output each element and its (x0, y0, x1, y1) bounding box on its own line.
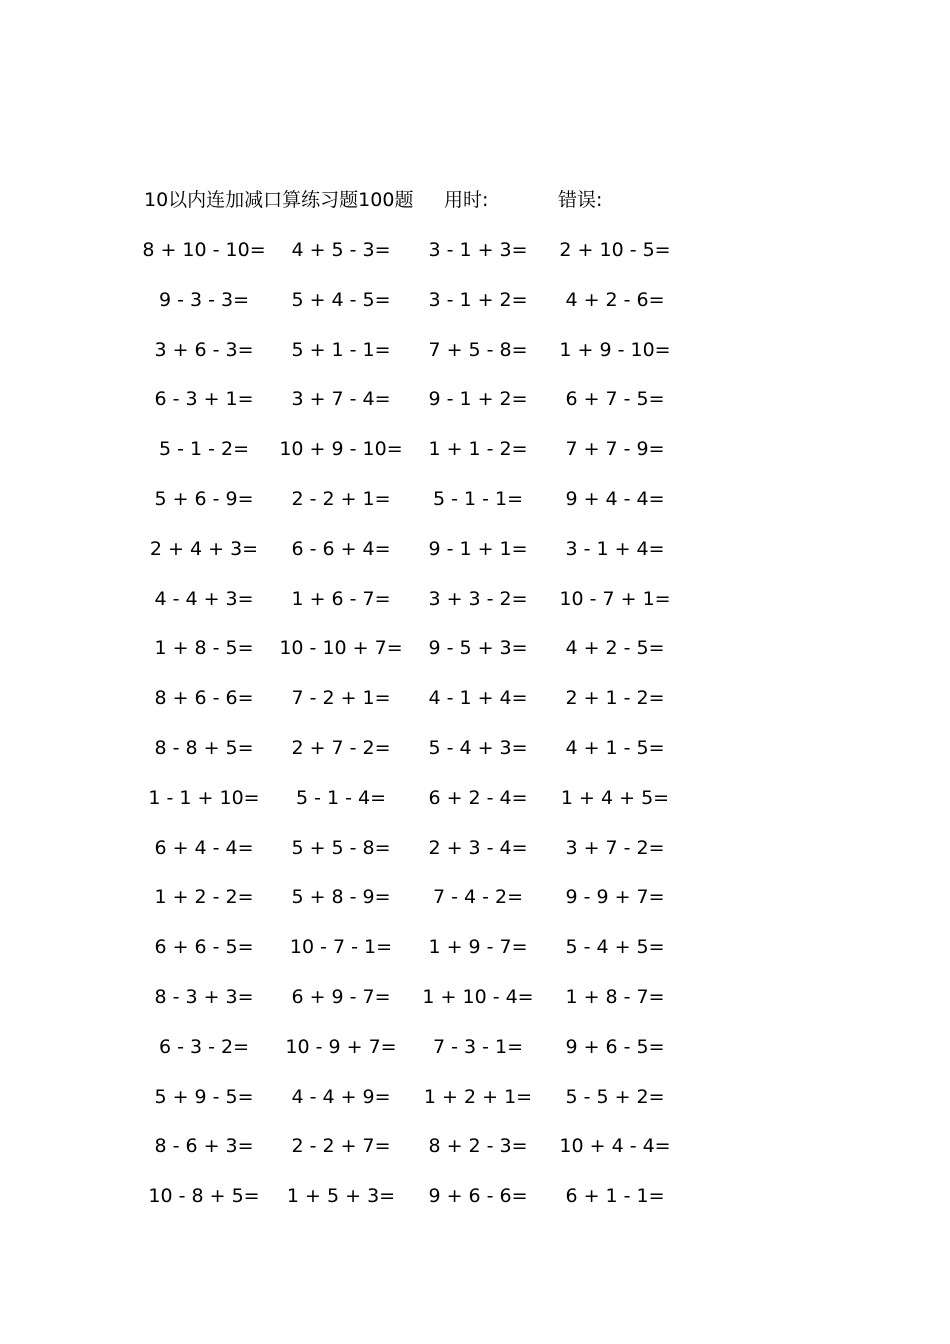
problem-item: 5 - 1 - 1= (432, 487, 524, 510)
problem-item: 6 + 9 - 7= (291, 985, 391, 1008)
problem-item: 7 - 3 - 1= (432, 1035, 524, 1058)
problem-item: 4 - 1 + 4= (428, 687, 528, 710)
problem-row (0, 883, 950, 933)
errors-label: 错误: (558, 189, 603, 211)
problem-item: 3 - 1 + 4= (565, 537, 665, 560)
problem-item: 5 + 9 - 5= (154, 1085, 254, 1108)
problem-item: 1 + 6 - 7= (291, 587, 391, 610)
problem-row (0, 933, 950, 983)
problem-item: 6 + 2 - 4= (428, 786, 528, 809)
problem-row (0, 734, 950, 784)
problem-item: 5 - 5 + 2= (565, 1085, 665, 1108)
problem-item: 9 - 9 + 7= (565, 886, 665, 909)
problem-item: 4 - 4 + 3= (154, 587, 254, 610)
problem-row (0, 1182, 950, 1232)
problem-item: 2 + 4 + 3= (149, 537, 259, 560)
problem-item: 6 - 6 + 4= (291, 537, 391, 560)
problem-item: 6 + 7 - 5= (565, 388, 665, 411)
problem-item: 5 + 8 - 9= (291, 886, 391, 909)
problem-row (0, 585, 950, 635)
time-used-label: 用时: (444, 189, 489, 211)
worksheet-title: 10以内连加减口算练习题100题 (144, 189, 414, 211)
problem-item: 9 - 5 + 3= (428, 637, 528, 660)
problem-item: 4 + 5 - 3= (291, 239, 391, 261)
problem-item: 4 + 1 - 5= (565, 736, 665, 759)
problem-row (0, 784, 950, 834)
problem-item: 1 + 9 - 7= (428, 936, 528, 959)
problem-item: 8 + 6 - 6= (154, 687, 254, 710)
problem-item: 5 - 4 + 3= (428, 736, 528, 759)
problem-row (0, 336, 950, 386)
problem-item: 10 - 8 + 5= (148, 1185, 260, 1208)
problem-item: 1 + 1 - 2= (428, 438, 528, 461)
problem-item: 1 + 8 - 7= (565, 985, 665, 1008)
problem-item: 3 + 7 - 2= (565, 836, 665, 859)
problem-row (0, 1033, 950, 1083)
problem-item: 1 - 1 + 10= (148, 786, 260, 809)
problem-item: 1 + 2 + 1= (423, 1085, 533, 1108)
problem-item: 10 + 9 - 10= (279, 438, 403, 461)
problem-item: 3 + 6 - 3= (154, 338, 254, 361)
problem-item: 7 + 5 - 8= (428, 338, 528, 361)
problem-item: 10 + 4 - 4= (559, 1135, 671, 1158)
problem-item: 10 - 7 + 1= (559, 587, 671, 610)
problem-item: 5 + 4 - 5= (291, 288, 391, 311)
problem-item: 2 + 10 - 5= (559, 239, 671, 261)
problem-item: 9 - 3 - 3= (158, 288, 250, 311)
problem-item: 3 + 3 - 2= (428, 587, 528, 610)
problem-item: 1 + 8 - 5= (154, 637, 254, 660)
problem-row (0, 1132, 950, 1182)
problem-item: 10 - 7 - 1= (289, 936, 393, 959)
problem-item: 8 - 6 + 3= (154, 1135, 254, 1158)
problem-row (0, 535, 950, 585)
problem-item: 8 + 2 - 3= (428, 1135, 528, 1158)
problem-item: 4 + 2 - 6= (565, 288, 665, 311)
problem-item: 7 - 2 + 1= (291, 687, 391, 710)
problem-item: 9 + 6 - 5= (565, 1035, 665, 1058)
problem-item: 1 + 4 + 5= (560, 786, 670, 809)
problem-row (0, 1083, 950, 1133)
problem-item: 1 + 10 - 4= (422, 985, 534, 1008)
problem-item: 2 - 2 + 1= (291, 487, 391, 510)
problem-item: 8 - 3 + 3= (154, 985, 254, 1008)
problem-item: 8 + 10 - 10= (142, 239, 266, 261)
problem-item: 6 + 4 - 4= (154, 836, 254, 859)
problem-item: 9 - 1 + 1= (428, 537, 528, 560)
problem-item: 5 + 6 - 9= (154, 487, 254, 510)
problem-item: 6 - 3 - 2= (158, 1035, 250, 1058)
problem-grid (0, 236, 950, 1232)
problem-row (0, 684, 950, 734)
problem-row (0, 385, 950, 435)
problem-row (0, 634, 950, 684)
problem-item: 5 + 5 - 8= (291, 836, 391, 859)
problem-item: 3 - 1 + 2= (428, 288, 528, 311)
problem-item: 6 + 6 - 5= (154, 936, 254, 959)
problem-item: 5 - 1 - 2= (158, 438, 250, 461)
problem-item: 9 - 1 + 2= (428, 388, 528, 411)
problem-item: 5 - 1 - 4= (295, 786, 387, 809)
problem-item: 9 + 4 - 4= (565, 487, 665, 510)
problem-item: 6 + 1 - 1= (565, 1185, 665, 1208)
problem-item: 2 + 1 - 2= (565, 687, 665, 710)
problem-item: 4 + 2 - 5= (565, 637, 665, 660)
problem-item: 4 - 4 + 9= (291, 1085, 391, 1108)
problem-item: 1 + 5 + 3= (286, 1185, 396, 1208)
problem-item: 9 + 6 - 6= (428, 1185, 528, 1208)
problem-item: 5 - 4 + 5= (565, 936, 665, 959)
problem-item: 7 - 4 - 2= (432, 886, 524, 909)
problem-item: 10 - 9 + 7= (285, 1035, 397, 1058)
problem-row (0, 834, 950, 884)
problem-row (0, 286, 950, 336)
problem-item: 6 - 3 + 1= (154, 388, 254, 411)
problem-item: 2 + 7 - 2= (291, 736, 391, 759)
problem-row (0, 983, 950, 1033)
problem-item: 5 + 1 - 1= (291, 338, 391, 361)
problem-row (0, 435, 950, 485)
problem-item: 10 - 10 + 7= (279, 637, 403, 660)
problem-item: 2 + 3 - 4= (428, 836, 528, 859)
problem-item: 3 - 1 + 3= (428, 239, 528, 261)
problem-item: 3 + 7 - 4= (291, 388, 391, 411)
problem-row (0, 236, 950, 286)
problem-item: 8 - 8 + 5= (154, 736, 254, 759)
problem-item: 7 + 7 - 9= (565, 438, 665, 461)
problem-item: 1 + 2 - 2= (154, 886, 254, 909)
problem-item: 1 + 9 - 10= (559, 338, 671, 361)
problem-item: 2 - 2 + 7= (291, 1135, 391, 1158)
problem-row (0, 485, 950, 535)
